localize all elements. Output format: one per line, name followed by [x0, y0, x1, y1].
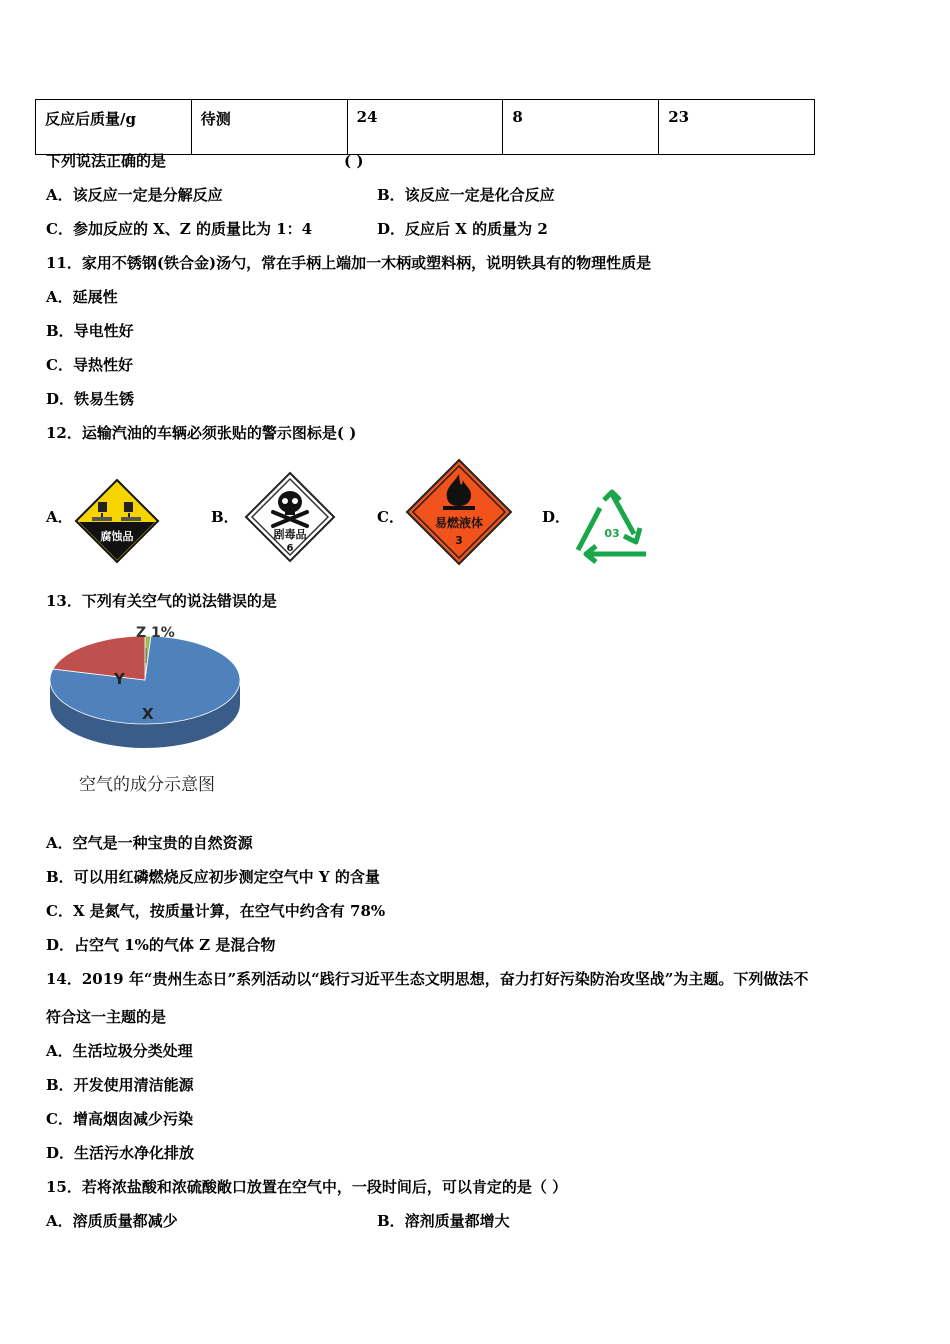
- q12-stem: 12．运输汽油的车辆必须张贴的警示图标是( ): [46, 424, 357, 442]
- air-composition-pie-chart: [40, 618, 270, 808]
- chart-title: 空气的成分示意图: [79, 775, 215, 795]
- q14-option-b: B．开发使用清洁能源: [46, 1076, 194, 1094]
- q13-option-a: A．空气是一种宝贵的自然资源: [46, 834, 253, 852]
- mass-table: [35, 99, 815, 155]
- q15-option-a: A．溶质质量都减少: [46, 1212, 178, 1230]
- sign-c-text: 易燃液体: [434, 516, 484, 530]
- q12-label-d: D．: [542, 508, 571, 526]
- pie-label-x: X: [142, 705, 154, 723]
- q10-option-a: A．该反应一定是分解反应: [46, 186, 223, 204]
- sign-c-number: 3: [455, 534, 463, 547]
- q14-stem-line2: 符合这一主题的是: [46, 1008, 167, 1026]
- recycle-icon: [570, 488, 654, 564]
- table-cell: 8: [503, 100, 659, 155]
- q11-stem: 11．家用不锈钢(铁合金)汤勺，常在手柄上端加一木柄或塑料柄，说明铁具有的物理性质是: [46, 254, 652, 272]
- q13-option-c: C．X 是氮气，按质量计算，在空气中约含有 78%: [46, 902, 386, 920]
- q14-option-a: A．生活垃圾分类处理: [46, 1042, 193, 1060]
- q14-stem-line1: 14．2019 年“贵州生态日”系列活动以“践行习近平生态文明思想，奋力打好污染防治攻坚战”为主题。下列做法不: [46, 970, 809, 988]
- skull-icon: [243, 470, 337, 564]
- sign-a-text: 腐蚀品: [100, 530, 134, 543]
- q15-option-b: B．溶剂质量都增大: [377, 1212, 510, 1230]
- q10-option-b: B．该反应一定是化合反应: [377, 186, 555, 204]
- pie-label-y: Y: [114, 670, 125, 688]
- sign-d-text: 03: [604, 527, 620, 540]
- table-row: [36, 100, 815, 155]
- q12-label-b: B．: [211, 508, 239, 526]
- q12-label-c: C．: [377, 508, 404, 526]
- q10-paren: ( ): [344, 152, 364, 170]
- q15-stem: 15．若将浓盐酸和浓硫酸敞口放置在空气中，一段时间后，可以肯定的是（ ）: [46, 1178, 568, 1196]
- q14-option-c: C．增高烟囱减少污染: [46, 1110, 193, 1128]
- q13-option-d: D．占空气 1%的气体 Z 是混合物: [46, 936, 276, 954]
- q13-option-b: B．可以用红磷燃烧反应初步测定空气中 Y 的含量: [46, 868, 380, 886]
- q10-option-c: C．参加反应的 X、Z 的质量比为 1：4: [46, 220, 313, 238]
- sign-b-text: 剧毒品: [273, 528, 307, 541]
- table-row-label: 反应后质量/g: [36, 100, 192, 155]
- corrosive-icon: [74, 478, 160, 564]
- q13-stem: 13．下列有关空气的说法错误的是: [46, 592, 277, 610]
- q11-option-d: D．铁易生锈: [46, 390, 135, 408]
- flame-icon: [405, 458, 513, 566]
- q10-option-d: D．反应后 X 的质量为 2: [377, 220, 548, 238]
- q14-option-d: D．生活污水净化排放: [46, 1144, 195, 1162]
- q10-stem: 下列说法正确的是: [46, 152, 167, 170]
- q11-option-c: C．导热性好: [46, 356, 133, 374]
- q11-option-b: B．导电性好: [46, 322, 134, 340]
- table-cell: 待测: [191, 100, 347, 155]
- sign-b-number: 6: [286, 543, 294, 554]
- q12-label-a: A．: [46, 508, 73, 526]
- z-annotation: Z 1%: [136, 625, 175, 641]
- table-cell: 24: [347, 100, 503, 155]
- table-cell: 23: [659, 100, 815, 155]
- q11-option-a: A．延展性: [46, 288, 118, 306]
